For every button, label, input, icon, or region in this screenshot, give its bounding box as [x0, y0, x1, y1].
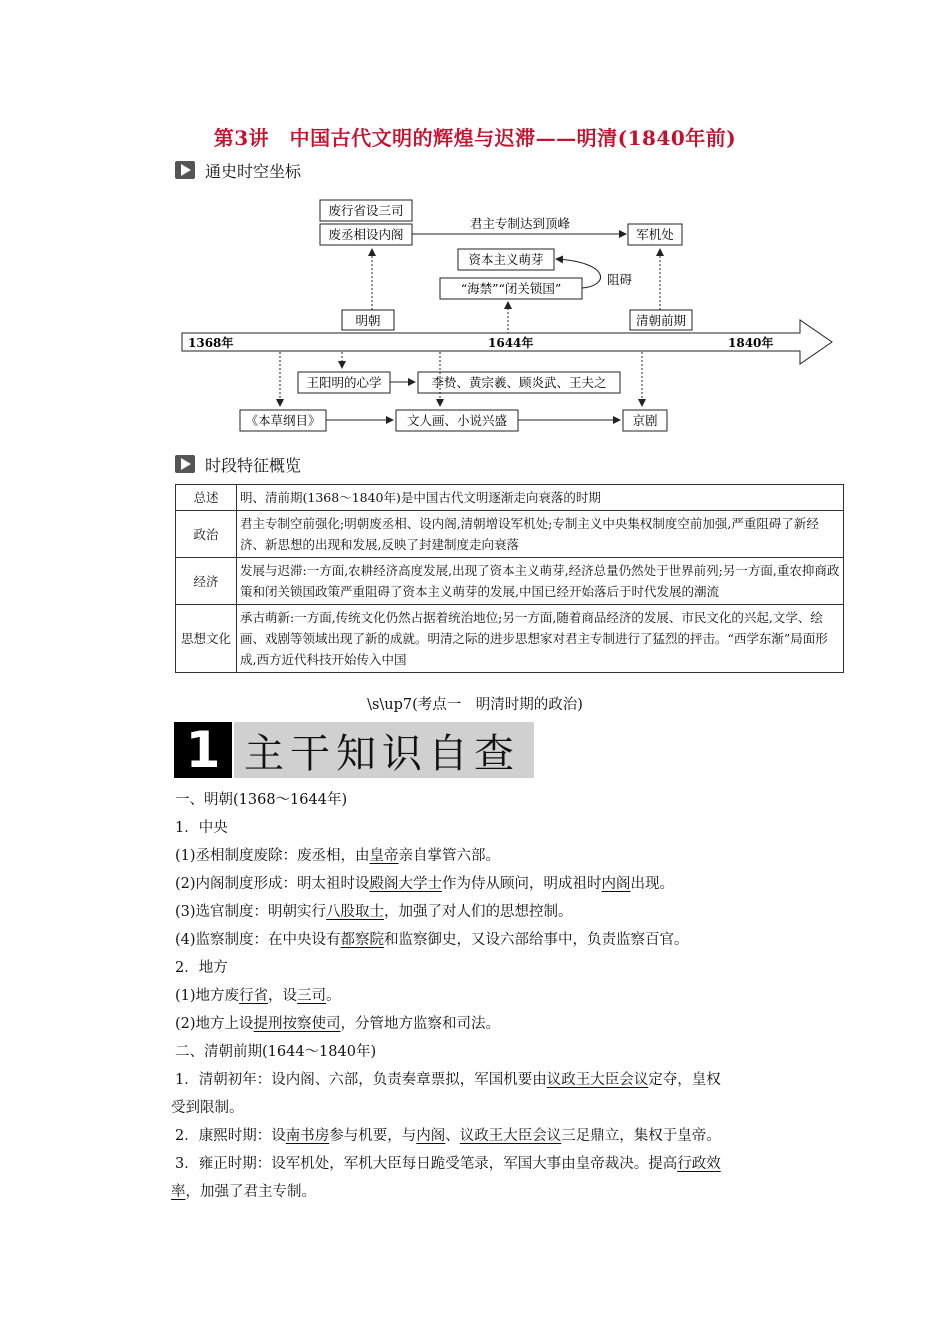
list-item: (2)地方上设提刑按察使司，分管地方监察和司法。	[175, 1016, 501, 1032]
section-heading-timeline	[175, 159, 301, 181]
table-row	[176, 605, 844, 673]
list-item: (1)丞相制度废除：废丞相，由皇帝亲自掌管六部。	[175, 848, 501, 864]
page-title: 第3讲 中国古代文明的辉煌与迟滞——明清(1840年前)	[213, 126, 737, 150]
box-wen-ren-label: 文人画、小说兴盛	[406, 413, 508, 428]
box-jun-ji-label: 军机处	[636, 227, 674, 242]
box-zi-ben-label: 资本主义萌芽	[468, 252, 544, 267]
year-1644: 1644年	[488, 336, 534, 350]
list-item: (2)内阁制度形成：明太祖时设殿阁大学士作为侍从顾问，明成祖时内阁出现。	[175, 876, 675, 892]
row-label: 经济	[176, 558, 237, 605]
row-text: 发展与迟滞:一方面,农耕经济高度发展,出现了资本主义萌芽,经济总量仍然处于世界前列;另一方面,重农抑商政策和闭关锁国政策严重阻碍了资本主义萌芽的发展,中国已经开始落后于时代发展的潮流	[237, 558, 844, 605]
table-row	[176, 485, 844, 511]
year-1368: 1368年	[188, 336, 234, 350]
box-hai-jin-label: “海禁”“闭关锁国”	[460, 281, 562, 296]
row-label: 思想文化	[176, 605, 237, 673]
subheading-central: 1．中央	[175, 820, 228, 836]
section-heading-label: 通史时空坐标	[205, 161, 302, 181]
box-qing-label: 清朝前期	[635, 313, 687, 328]
box-jing-ju-label: 京剧	[632, 413, 658, 428]
box-ben-cao-label: 《本草纲目》	[245, 413, 321, 428]
list-item-continued: 率，加强了君主专制。	[171, 1184, 316, 1200]
timeline-diagram	[170, 192, 840, 437]
play-icon	[175, 161, 195, 179]
row-text: 承古萌新:一方面,传统文化仍然占据着统治地位;另一方面,随着商品经济的发展、市民文化的兴起,文学、绘画、戏剧等领域出现了新的成就。明清之际的进步思想家对君主专制进行了猛烈的抨击。“西学东渐”局面形成,西方近代科技开始传入中国	[237, 605, 844, 673]
banner-title: 主干知识自查	[234, 722, 534, 778]
heading-qing: 二、清朝前期(1644～1840年)	[175, 1044, 377, 1060]
list-item: 3．雍正时期：设军机处，军机大臣每日跪受笔录，军国大事由皇帝裁决。提高行政效	[175, 1156, 721, 1172]
box-wang-label: 王阳明的心学	[306, 375, 382, 390]
table-row	[176, 558, 844, 605]
row-label: 政治	[176, 511, 237, 558]
box-ming-label: 明朝	[355, 313, 381, 328]
list-item: (4)监察制度：在中央设有都察院和监察御史，又设六部给事中，负责监察百官。	[175, 932, 689, 948]
row-label: 总述	[176, 485, 237, 511]
list-item: 2．康熙时期：设南书房参与机要，与内阁、议政王大臣会议三足鼎立，集权于皇帝。	[175, 1128, 721, 1144]
play-icon	[175, 455, 195, 473]
section-heading-label: 时段特征概览	[205, 455, 302, 475]
section-banner	[174, 722, 534, 778]
subheading-local: 2．地方	[175, 960, 228, 976]
heading-ming: 一、明朝(1368～1644年)	[175, 792, 348, 808]
row-text: 君主专制空前强化;明朝废丞相、设内阁,清朝增设军机处;专制主义中央集权制度空前加强,严重阻碍了新经济、新思想的出现和发展,反映了封建制度走向衰落	[237, 511, 844, 558]
box-fei-xing-label: 废行省设三司	[328, 203, 404, 218]
overview-table	[175, 484, 844, 673]
row-text: 明、清前期(1368～1840年)是中国古代文明逐渐走向衰落的时期	[237, 485, 844, 511]
list-item: (3)选官制度：明朝实行八股取士，加强了对人们的思想控制。	[175, 904, 573, 920]
hinder-label: 阻碍	[607, 272, 633, 287]
box-li-zhi-label: 李贽、黄宗羲、顾炎武、王夫之	[431, 375, 607, 390]
list-item: 1．清朝初年：设内阁、六部，负责奏章票拟，军国机要由议政王大臣会议定夺，皇权	[175, 1072, 721, 1088]
knowledge-content	[171, 786, 815, 1206]
list-item-continued: 受到限制。	[171, 1100, 244, 1116]
arrow-label-peak: 君主专制达到顶峰	[469, 216, 571, 231]
banner-number: 1	[174, 722, 232, 778]
table-row	[176, 511, 844, 558]
list-item: (1)地方废行省，设三司。	[175, 988, 341, 1004]
section-heading-overview	[175, 453, 301, 475]
box-fei-cheng-label: 废丞相设内阁	[328, 227, 404, 242]
topic-caption: \s\up7(考点一 明清时期的政治)	[367, 697, 583, 713]
year-1840: 1840年	[728, 336, 774, 350]
